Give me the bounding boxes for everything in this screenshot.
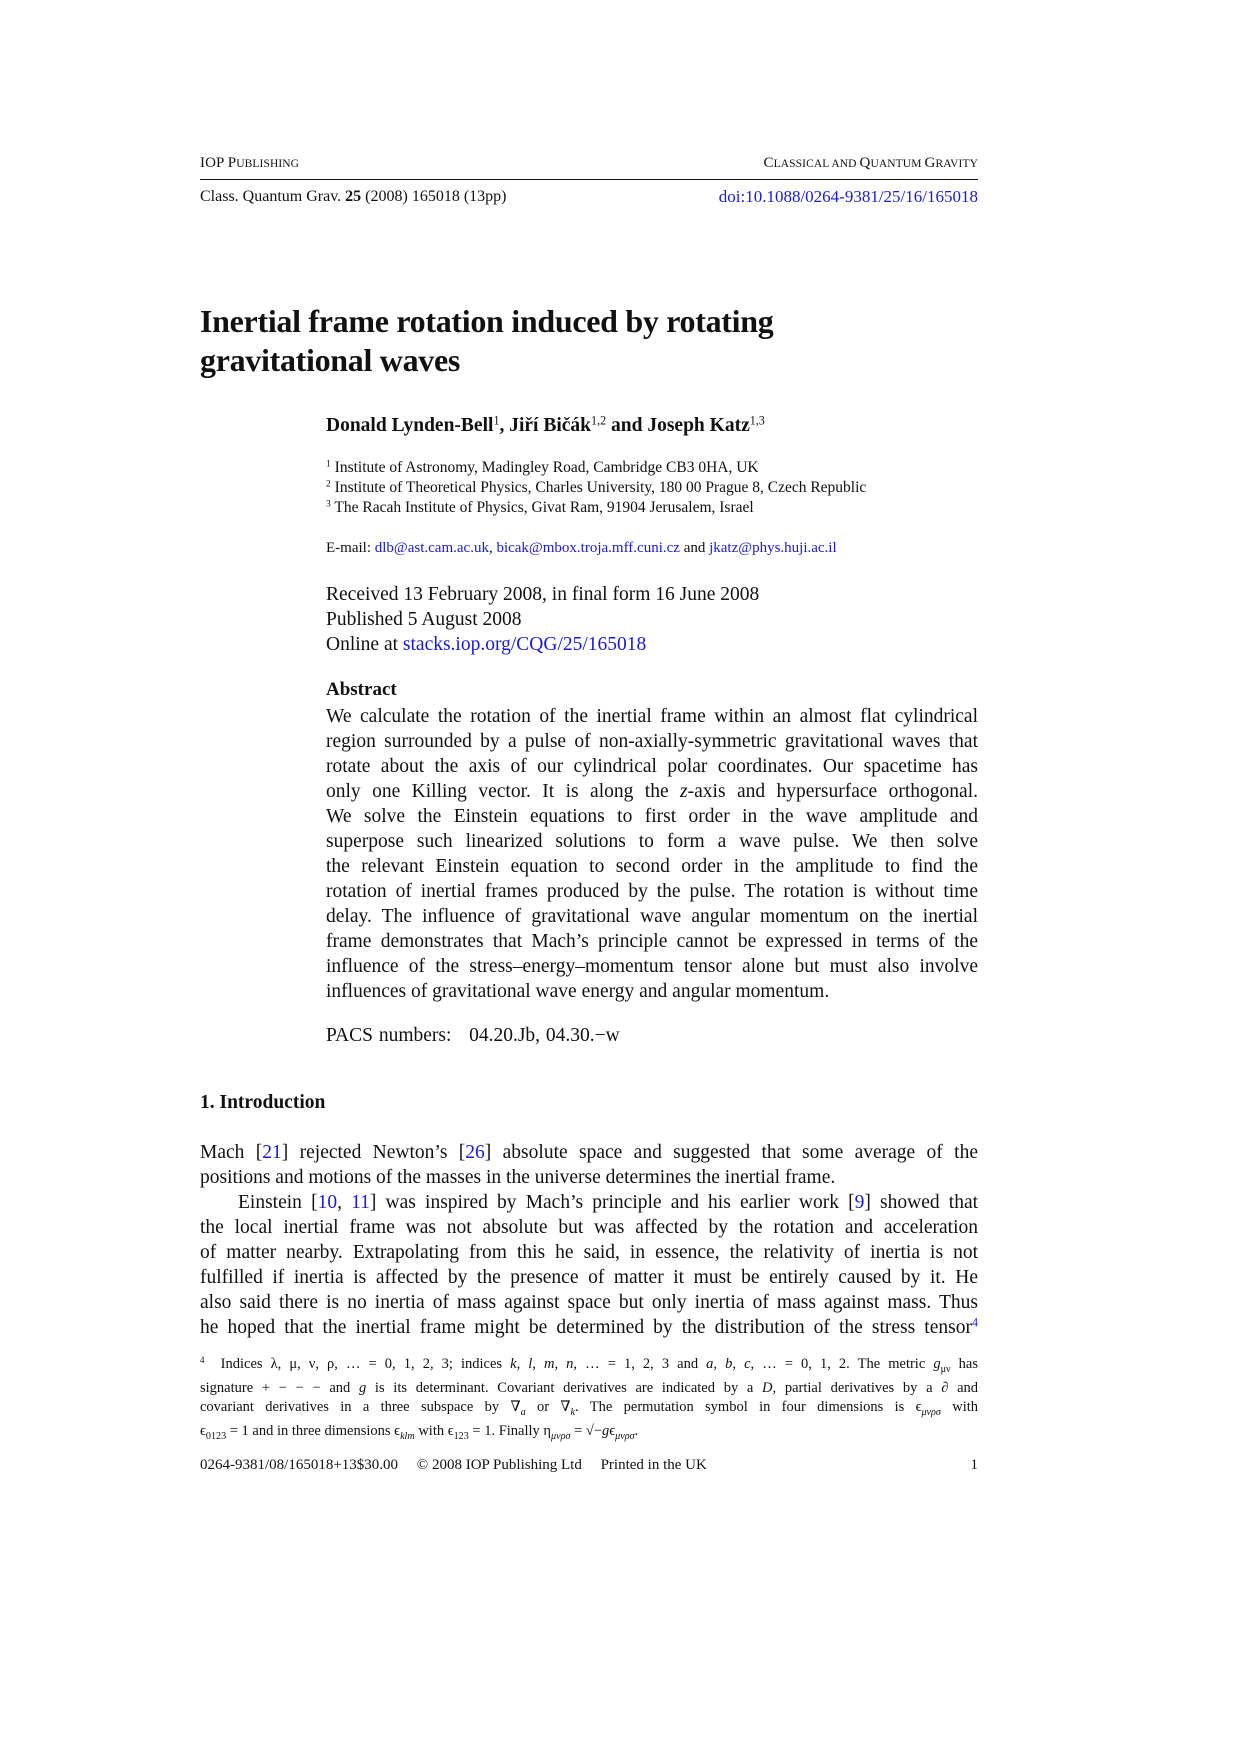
abstract-line: rotate about the axis of our cylindrical polar coordinates. Our spacetime has (326, 756, 978, 777)
email-line (326, 540, 837, 557)
section-heading: 1. Introduction (200, 1092, 326, 1113)
online-line (326, 632, 759, 657)
journal-name-part: G (924, 155, 936, 171)
text-fragment: ϵ (609, 1423, 616, 1440)
received-date: Received 13 February 2008, in final form 16 June 2008 (326, 584, 760, 605)
email-separator: , (488, 540, 497, 556)
affiliation (326, 479, 866, 497)
footer-copyright: © 2008 IOP Publishing Ltd (416, 1457, 582, 1473)
page-footer (200, 1457, 978, 1474)
author-name: Donald Lynden-Bell (326, 415, 494, 436)
abstract-line: region surrounded by a pulse of non-axially-symmetric gravitational waves that (326, 731, 978, 752)
text-fragment: Mach [ (200, 1142, 263, 1163)
math-subscript: μνρσ (921, 1406, 941, 1418)
online-label: Online at (326, 634, 403, 655)
body-line: positions and motions of the masses in the universe determines the inertial frame. (200, 1167, 836, 1188)
footnote-line (200, 1398, 978, 1422)
author-affiliation-ref: 1,2 (591, 413, 607, 428)
footnote-line (200, 1379, 978, 1398)
citation-suffix: (2008) 165018 (13pp) (361, 188, 507, 205)
abstract-line: rotation of inertial frames produced by the pulse. The rotation is without time (326, 881, 978, 902)
text-fragment: ] absolute space and suggested that some average of the (484, 1142, 978, 1163)
author-affiliation-ref: 1,3 (749, 413, 765, 428)
title-line: gravitational waves (200, 342, 461, 378)
publisher-label (200, 155, 299, 172)
abstract-line (326, 779, 978, 804)
text-fragment: or ∇ (525, 1398, 571, 1415)
text-fragment: ϵ (200, 1423, 206, 1440)
math-variable: g (602, 1423, 610, 1440)
math-variable: g (358, 1380, 367, 1397)
text-fragment: is its determinant. Covariant derivatives are indicated by a (366, 1380, 763, 1397)
citation (200, 188, 506, 206)
abstract-heading: Abstract (326, 679, 397, 700)
text-fragment: = 1. Finally η (468, 1423, 552, 1440)
citation-prefix: Class. Quantum Grav. (200, 188, 346, 205)
body-line (200, 1315, 978, 1340)
email-link[interactable]: bicak@mbox.troja.mff.cuni.cz (496, 540, 680, 556)
math-variable: g (933, 1356, 941, 1372)
text-fragment: Einstein [ (238, 1192, 318, 1213)
body-line (200, 1140, 978, 1165)
abstract-line: We solve the Einstein equations to first order in the wave amplitude and (326, 806, 978, 827)
affiliation-number: 3 (326, 498, 331, 510)
math-variable: D (762, 1380, 773, 1397)
affiliation-number: 1 (326, 458, 331, 470)
email-separator: and (679, 540, 710, 556)
affiliation (326, 459, 759, 477)
journal-name (764, 155, 978, 172)
footnote-number: 4 (200, 1355, 205, 1366)
body-line: also said there is no inertia of mass against space but only inertia of mass against mass. Thus (200, 1292, 978, 1313)
abstract-text-fragment: -axis and hypersurface orthogonal. (687, 781, 978, 802)
text-fragment: he hoped that the inertial frame might be determined by the distribution of the stress tensor (200, 1317, 972, 1338)
email-label: E-mail: (326, 540, 375, 556)
text-fragment: ] was inspired by Mach’s principle and his earlier work [ (369, 1192, 855, 1213)
email-link[interactable]: dlb@ast.cam.ac.uk (374, 540, 489, 556)
text-fragment: = √− (570, 1423, 603, 1440)
text-fragment: , (337, 1192, 352, 1213)
page-number: 1 (970, 1457, 978, 1473)
online-link[interactable]: stacks.iop.org/CQG/25/165018 (402, 634, 647, 655)
abstract-text (326, 704, 978, 1004)
author-name: Jiří Bičák (509, 415, 592, 436)
text-fragment: ] showed that (864, 1192, 979, 1213)
footer-code: 0264-9381/08/165018+13$30.00 (200, 1457, 399, 1473)
math-variable: a, b, c (706, 1356, 751, 1372)
affiliation-text: Institute of Astronomy, Madingley Road, Cambridge CB3 0HA, UK (334, 459, 759, 476)
text-fragment: , … = 0, 1, 2. The metric (750, 1356, 934, 1372)
publisher-label-rest: UBLISHING (236, 158, 300, 170)
math-subscript: 0123 (205, 1431, 227, 1443)
text-fragment: ] rejected Newton’s [ (281, 1142, 466, 1163)
citation-link[interactable]: 21 (262, 1142, 282, 1163)
text-fragment: signature + − − − and (200, 1380, 359, 1397)
citation-link[interactable]: 9 (854, 1192, 865, 1213)
author-separator: , (499, 415, 510, 436)
paper-title (200, 302, 773, 380)
text-fragment: , … = 1, 2, 3 and (573, 1356, 707, 1372)
math-subscript: 123 (453, 1431, 469, 1443)
abstract-line: We calculate the rotation of the inertial frame within an almost flat cylindrical (326, 706, 978, 727)
author-separator: and (606, 415, 648, 436)
body-text (200, 1140, 978, 1340)
journal-name-part: Q (859, 155, 871, 171)
text-fragment: has (950, 1356, 979, 1372)
journal-name-part: LASSICAL AND (773, 158, 860, 170)
footnote-ref-link[interactable]: 4 (971, 1315, 978, 1330)
abstract-line: delay. The influence of gravitational wave angular momentum on the inertial (326, 906, 978, 927)
journal-name-part: C (763, 155, 774, 171)
citation-volume: 25 (345, 188, 362, 205)
email-link[interactable]: jkatz@phys.huji.ac.il (709, 540, 837, 556)
body-line: fulfilled if inertia is affected by the presence of matter it must be entirely caused by it. He (200, 1267, 978, 1288)
header-rule (200, 179, 978, 180)
abstract-line: frame demonstrates that Mach’s principle cannot be expressed in terms of the (326, 931, 978, 952)
abstract-line: influences of gravitational wave energy and angular momentum. (326, 981, 830, 1002)
footer-printed: Printed in the UK (600, 1457, 707, 1473)
citation-link[interactable]: 11 (351, 1192, 370, 1213)
affiliation-text: The Racah Institute of Physics, Givat Ram, 91904 Jerusalem, Israel (334, 499, 754, 516)
abstract-line: the relevant Einstein equation to second order in the amplitude to find the (326, 856, 978, 877)
math-subscript: k (570, 1406, 576, 1418)
body-line: the local inertial frame was not absolute but was affected by the rotation and acceleration (200, 1217, 978, 1238)
math-variable: k, l, m, n (510, 1356, 574, 1372)
affiliation-number: 2 (326, 478, 331, 490)
citation-link[interactable]: 26 (465, 1142, 485, 1163)
publication-dates (326, 582, 759, 657)
title-line: Inertial frame rotation induced by rotating (200, 303, 774, 339)
math-subscript: a (520, 1406, 526, 1418)
abstract-text-fragment: only one Killing vector. It is along the (326, 781, 681, 802)
math-variable: z (680, 781, 688, 802)
math-subscript: klm (400, 1431, 415, 1443)
footnote-line (200, 1422, 978, 1446)
pacs-label: PACS numbers: (326, 1025, 452, 1046)
abstract-line: influence of the stress–energy–momentum tensor alone but must also involve (326, 956, 978, 977)
body-line: of matter nearby. Extrapolating from this he said, in essence, the relativity of inertia is not (200, 1242, 978, 1263)
text-fragment: with ϵ (414, 1423, 454, 1440)
affiliation (326, 499, 754, 517)
body-line (200, 1190, 978, 1215)
pacs-numbers (326, 1025, 620, 1047)
author-name: Joseph Katz (647, 415, 750, 436)
text-fragment: = 1 and in three dimensions ϵ (226, 1423, 401, 1440)
footnote (200, 1355, 978, 1447)
text-fragment: . The permutation symbol in four dimensions is ϵ (575, 1398, 922, 1415)
text-fragment: Indices λ, μ, ν, ρ, … = 0, 1, 2, 3; indices (220, 1356, 511, 1372)
math-subscript: μνρσ (551, 1431, 571, 1443)
pacs-value: 04.20.Jb, 04.30.−w (469, 1025, 620, 1046)
author-affiliation-ref: 1 (493, 413, 500, 428)
publisher-label-cap: IOP P (200, 155, 237, 171)
text-fragment: , partial derivatives by a ∂ and (772, 1380, 979, 1397)
abstract-line: superpose such linearized solutions to form a wave pulse. We then solve (326, 831, 978, 852)
text-fragment: with (940, 1398, 979, 1415)
author-list (326, 415, 765, 437)
text-fragment: . (634, 1423, 639, 1440)
journal-name-part: RAVITY (935, 158, 978, 170)
math-subscript: μνρσ (615, 1431, 635, 1443)
text-fragment: covariant derivatives in a three subspace by ∇ (200, 1398, 521, 1415)
affiliation-text: Institute of Theoretical Physics, Charles University, 180 00 Prague 8, Czech Republic (334, 479, 867, 496)
math-subscript: μν (940, 1363, 951, 1375)
published-date: Published 5 August 2008 (326, 609, 522, 630)
citation-link[interactable]: 10 (317, 1192, 338, 1213)
doi-link[interactable]: doi:10.1088/0264-9381/25/16/165018 (718, 187, 978, 206)
journal-name-part: UANTUM (870, 158, 925, 170)
footnote-line (200, 1355, 978, 1379)
